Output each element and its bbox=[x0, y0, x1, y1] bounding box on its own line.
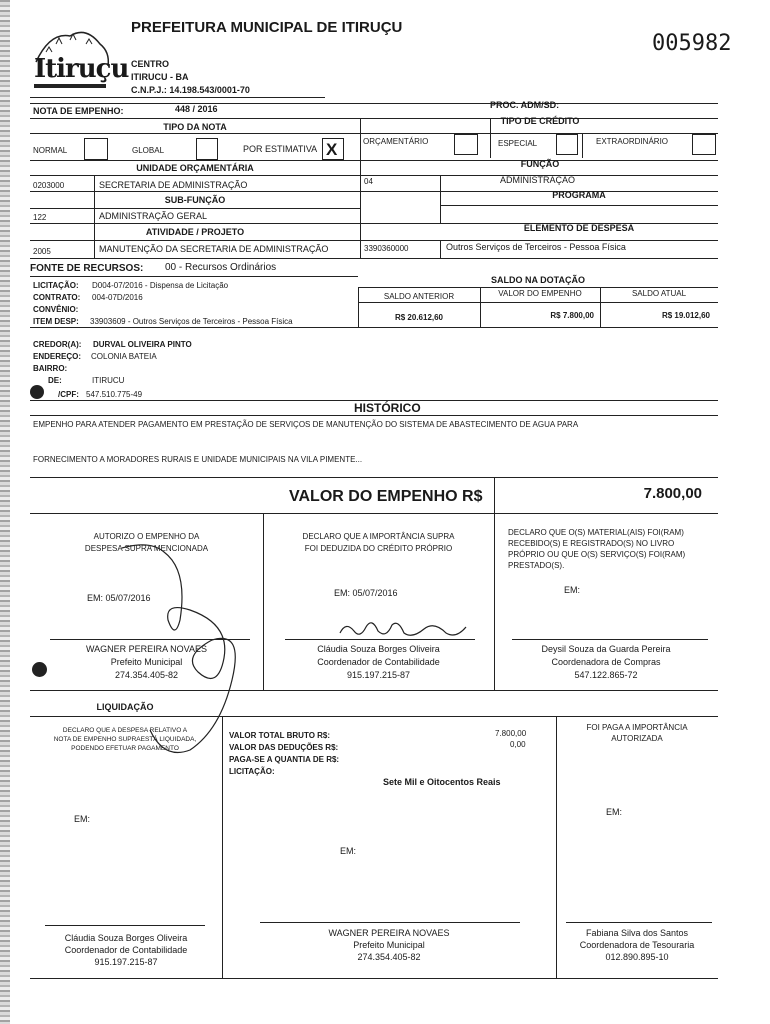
proc-adm-label: PROC. ADM/SD: bbox=[490, 100, 560, 110]
item-desp-value: 33903609 - Outros Serviços de Terceiros - Pessoa Física bbox=[90, 317, 293, 326]
endereco-value: COLONIA BATEIA bbox=[91, 352, 157, 361]
credito-especial-checkbox[interactable] bbox=[556, 134, 578, 155]
signer-1-name: WAGNER PEREIRA NOVAES bbox=[85, 644, 208, 654]
autorizo-date: EM: 05/07/2016 bbox=[87, 593, 151, 603]
tipo-normal-checkbox[interactable] bbox=[84, 138, 108, 160]
pago-text-1: FOI PAGA A IMPORTÂNCIA bbox=[586, 723, 688, 732]
address-line-1: CENTRO bbox=[131, 59, 169, 69]
declaro-recebido-line-1: DECLARO QUE O(S) MATERIAL(AIS) FOI(RAM) bbox=[508, 528, 684, 537]
declaro-recebido-line-3: PRÓPRIO OU QUE O(S) SERVIÇO(S) FOI(RAM) bbox=[508, 550, 686, 559]
liq-signer-3-role: Coordenadora de Tesouraria bbox=[579, 940, 695, 950]
contrato-label: CONTRATO: bbox=[33, 293, 81, 302]
valor-label: VALOR DO EMPENHO R$ bbox=[289, 488, 483, 505]
signer-3-doc: 547.122.865-72 bbox=[574, 670, 638, 680]
saldo-anterior-value: R$ 20.612,60 bbox=[394, 313, 444, 322]
deducoes-value: 0,00 bbox=[510, 740, 526, 749]
historico-line-1: EMPENHO PARA ATENDER PAGAMENTO EM PRESTAÇÃO DE SERVIÇOS DE MANUTENÇÃO DO SISTEMA DE ABASTECIMENTO DE AGUA PARA bbox=[33, 420, 579, 429]
unidade-name: SECRETARIA DE ADMINISTRAÇÃO bbox=[99, 180, 248, 190]
declaro-recebido-line-4: PRESTADO(S). bbox=[508, 561, 565, 570]
atividade-code: 2005 bbox=[33, 247, 51, 256]
credor-value: DURVAL OLIVEIRA PINTO bbox=[93, 340, 192, 349]
saldo-anterior-label: SALDO ANTERIOR bbox=[383, 292, 455, 301]
signer-3-role: Coordenadora de Compras bbox=[551, 657, 661, 667]
saldo-atual-value: R$ 19.012,60 bbox=[661, 311, 710, 320]
liq-signer-2-doc: 274.354.405-82 bbox=[357, 952, 421, 962]
credito-orcamentario-label: ORÇAMENTÁRIO bbox=[363, 137, 429, 146]
scan-edge bbox=[0, 0, 10, 1024]
elemento-heading: ELEMENTO DE DESPESA bbox=[523, 223, 635, 233]
credor-label: CREDOR(A): bbox=[33, 340, 82, 349]
fonte-value: 00 - Recursos Ordinários bbox=[165, 262, 277, 273]
liquidacao-heading: LIQUIDAÇÃO bbox=[96, 702, 154, 712]
subfuncao-heading: SUB-FUNÇÃO bbox=[164, 195, 226, 205]
nota-value: 448 / 2016 bbox=[175, 104, 218, 114]
signer-1-doc: 274.354.405-82 bbox=[114, 670, 179, 680]
cnpj: C.N.P.J.: 14.198.543/0001-70 bbox=[131, 85, 250, 95]
programa-heading: PROGRAMA bbox=[552, 190, 606, 200]
signer-3-name: Deysil Souza da Guarda Pereira bbox=[541, 644, 671, 654]
liquidacao-text-2: NOTA DE EMPENHO SUPRAESTÁ LIQUIDADA, bbox=[53, 736, 197, 743]
deducoes-label: VALOR DAS DEDUÇÕES R$: bbox=[229, 743, 339, 752]
signer-2-doc: 915.197.215-87 bbox=[346, 670, 411, 680]
nota-label: NOTA DE EMPENHO: bbox=[33, 106, 124, 116]
saldo-empenho-label: VALOR DO EMPENHO bbox=[498, 289, 582, 298]
cpf-label: /CPF: bbox=[58, 390, 79, 399]
liquidacao-em-mid: EM: bbox=[340, 846, 357, 856]
elemento-name: Outros Serviços de Terceiros - Pessoa Física bbox=[446, 242, 626, 252]
convenio-label: CONVÊNIO: bbox=[33, 305, 79, 314]
credito-orcamentario-checkbox[interactable] bbox=[454, 134, 478, 155]
cidade-label: DE: bbox=[48, 376, 62, 385]
estimativa-check-mark: X bbox=[326, 140, 338, 159]
deduzida-date: EM: 05/07/2016 bbox=[334, 588, 398, 598]
licitacao-label: LICITAÇÃO: bbox=[33, 281, 79, 290]
autorizo-line-1: AUTORIZO O EMPENHO DA bbox=[93, 532, 200, 541]
liq-signer-1-name: Cláudia Souza Borges Oliveira bbox=[64, 933, 188, 943]
saldo-heading: SALDO NA DOTAÇÃO bbox=[491, 275, 585, 285]
endereco-label: ENDEREÇO: bbox=[33, 352, 82, 361]
tipo-global-checkbox[interactable] bbox=[196, 138, 218, 160]
punch-hole-bottom bbox=[32, 662, 47, 677]
declaro-recebido-line-2: RECEBIDO(S) E REGISTRADO(S) NO LIVRO bbox=[508, 539, 675, 548]
handwritten-signature-contabilidade bbox=[338, 617, 468, 643]
subfuncao-code: 122 bbox=[33, 213, 47, 222]
liquidacao-em-right: EM: bbox=[606, 807, 623, 817]
signer-1-role: Prefeito Municipal bbox=[110, 657, 183, 667]
address-line-2: ITIRUCU - BA bbox=[131, 72, 189, 82]
autorizo-line-2: DESPESA SUPRA MENCIONADA bbox=[84, 544, 209, 553]
handwritten-signature-prefeito bbox=[120, 540, 250, 760]
contrato-value: 004-07D/2016 bbox=[92, 293, 143, 302]
funcao-heading: FUNÇÃO bbox=[520, 159, 560, 169]
liq-signer-3-name: Fabiana Silva dos Santos bbox=[585, 928, 689, 938]
elemento-code: 3390360000 bbox=[364, 244, 409, 253]
licitacao-value: D004-07/2016 - Dispensa de Licitação bbox=[92, 281, 229, 290]
paga-label: PAGA-SE A QUANTIA DE R$: bbox=[229, 755, 340, 764]
bruto-value: 7.800,00 bbox=[495, 729, 527, 738]
tipo-estimativa-label: POR ESTIMATIVA bbox=[243, 144, 318, 154]
punch-hole-top bbox=[30, 385, 44, 399]
valor-extenso: Sete Mil e Oitocentos Reais bbox=[383, 777, 501, 787]
atividade-name: MANUTENÇÃO DA SECRETARIA DE ADMINISTRAÇÃO bbox=[99, 244, 329, 254]
liquidacao-text-3: PODENDO EFETUAR PAGAMENTO bbox=[71, 745, 179, 752]
signer-2-name: Cláudia Souza Borges Oliveira bbox=[317, 644, 440, 654]
tipo-global-label: GLOBAL bbox=[132, 146, 165, 155]
item-desp-label: ITEM DESP: bbox=[33, 317, 79, 326]
funcao-name: ADMINISTRAÇÃO bbox=[500, 175, 576, 185]
liq-licitacao-label: LICITAÇÃO: bbox=[229, 767, 275, 776]
saldo-empenho-value: R$ 7.800,00 bbox=[550, 311, 594, 320]
valor-value: 7.800,00 bbox=[643, 485, 702, 502]
declaro-deduzida-line-2: FOI DEDUZIDA DO CRÉDITO PRÓPRIO bbox=[304, 544, 453, 553]
cidade-value: ITIRUCU bbox=[92, 376, 125, 385]
pago-text-2: AUTORIZADA bbox=[611, 734, 663, 743]
org-title: PREFEITURA MUNICIPAL DE ITIRUÇU bbox=[131, 19, 403, 36]
bruto-label: VALOR TOTAL BRUTO R$: bbox=[229, 731, 331, 740]
unidade-heading: UNIDADE ORÇAMENTÁRIA bbox=[136, 163, 254, 173]
fonte-label: FONTE DE RECURSOS: bbox=[30, 263, 144, 274]
subfuncao-name: ADMINISTRAÇÃO GERAL bbox=[99, 211, 208, 221]
liquidacao-text-1: DECLARO QUE A DESPESA RELATIVO A bbox=[62, 727, 188, 734]
saldo-atual-label: SALDO ATUAL bbox=[631, 289, 687, 298]
liquidacao-em-left: EM: bbox=[74, 814, 91, 824]
tipo-nota-heading: TIPO DA NOTA bbox=[163, 122, 227, 132]
bairro-label: BAIRRO: bbox=[33, 364, 68, 373]
tipo-normal-label: NORMAL bbox=[33, 146, 68, 155]
liq-signer-3-doc: 012.890.895-10 bbox=[605, 952, 669, 962]
logo-text: Itiruçu bbox=[34, 54, 129, 84]
document-number: 005982 bbox=[652, 31, 732, 56]
liq-signer-2-role: Prefeito Municipal bbox=[353, 940, 425, 950]
tipo-estimativa-checkbox[interactable] bbox=[322, 138, 344, 160]
atividade-heading: ATIVIDADE / PROJETO bbox=[145, 227, 245, 237]
unidade-code: 0203000 bbox=[33, 181, 65, 190]
liq-signer-1-role: Coordenador de Contabilidade bbox=[64, 945, 188, 955]
recebido-date: EM: bbox=[564, 585, 581, 595]
tipo-credito-heading: TIPO DE CRÉDITO bbox=[500, 116, 580, 126]
historico-line-2: FORNECIMENTO A MORADORES RURAIS E UNIDADE MUNICIPAIS NA VILA PIMENTE... bbox=[33, 455, 363, 464]
credito-extraordinario-label: EXTRAORDINÁRIO bbox=[596, 137, 669, 146]
declaro-deduzida-line-1: DECLARO QUE A IMPORTÂNCIA SUPRA bbox=[302, 532, 455, 541]
signer-2-role: Coordenador de Contabilidade bbox=[317, 657, 440, 667]
liq-signer-1-doc: 915.197.215-87 bbox=[94, 957, 158, 967]
cpf-value: 547.510.775-49 bbox=[86, 390, 143, 399]
credito-especial-label: ESPECIAL bbox=[498, 139, 538, 148]
historico-heading: HISTÓRICO bbox=[354, 401, 421, 415]
liq-signer-2-name: WAGNER PEREIRA NOVAES bbox=[328, 928, 450, 938]
credito-extraordinario-checkbox[interactable] bbox=[692, 134, 716, 155]
funcao-code: 04 bbox=[364, 177, 373, 186]
